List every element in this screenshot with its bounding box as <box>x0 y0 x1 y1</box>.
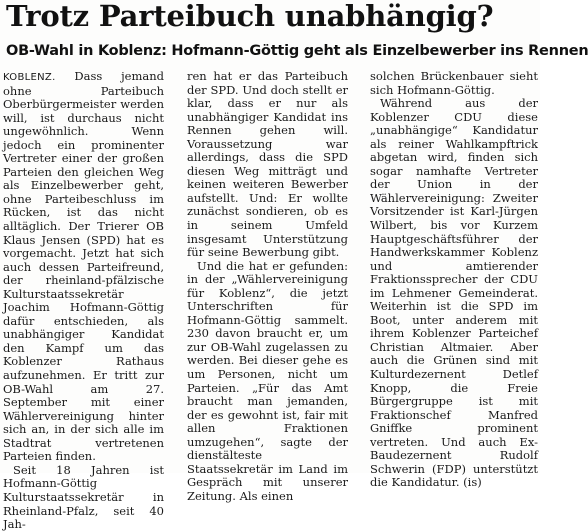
article-subheadline: OB-Wahl in Koblenz: Hofmann-Göttig geht als Einzelbewerber ins Rennen <box>6 43 588 59</box>
article-headline: Trotz Parteibuch unabhängig? <box>6 0 494 33</box>
article-paragraph <box>3 70 164 464</box>
article-paragraph: Während aus der Koblenzer CDU diese „unabhängige“ Kandidatur als reiner Wahlkampftrick abgetan wird, finden sich sogar namhafte Vertreter der Union in der Wählervereinigung: Zweiter Vorsitzender ist Karl-Jürgen Wilbert, bis vor Kurzem Hauptgeschäftsführer der Handwerkskammer Koblenz und amtierender Fraktionssprecher der CDU im Lehmener Gemeinderat. Weiterhin ist die SPD im Boot, unter anderem mit ihrem Koblenzer Parteichef Christian Altmaier. Aber auch die Grünen sind mit Kulturdezernent Detlef Knopp, die Freie Bürgergruppe ist mit Fraktionschef Manfred Gniffke prominent vertreten. Und auch Ex-Baudezernent Rudolf Schwerin (FDP) unterstützt die Kandidatur. (is) <box>370 96 538 490</box>
paragraph-text: Dass jemand ohne Parteibuch Oberbürgermeister werden will, ist durchaus nicht ungewöhnlich. Wenn jedoch ein prominenter Vertreter einer der großen Parteien den gleichen Weg als Einzelbewerber geht, ohne Parteibeschluss im Rücken, ist das nicht alltäglich. Der Trierer OB Klaus Jensen (SPD) hat es vorgemacht. Jetzt hat sich auch dessen Parteifreund, der rheinland-pfälzische Kulturstaatssekretär Joachim Hofmann-Göttig dafür entschieden, als unabhängiger Kandidat den Kampf um das Koblenzer Rathaus aufzunehmen. Er tritt zur OB-Wahl am 27. September mit einer Wählervereinigung hinter sich an, in der sich alle im Stadtrat vertretenen Parteien finden. <box>3 69 165 464</box>
article-paragraph: Und die hat er gefunden: in der „Wählervereinigung für Koblenz“, die jetzt Unterschriften für Hofmann-Göttig sammelt. 230 davon braucht er, um zur OB-Wahl zugelassen zu werden. Bei dieser gehe es um Personen, nicht um Parteien. „Für das Amt braucht man jemanden, der es gewohnt ist, fair mit allen Fraktionen umzugehen“, sagte der dienstälteste Staatssekretär im Land im Gespräch mit unserer Zeitung. Als einen <box>187 258 348 503</box>
article-paragraph: solchen Brückenbauer sieht sich Hofmann-Göttig. <box>370 69 538 97</box>
article-paragraph: ren hat er das Parteibuch der SPD. Und doch stellt er klar, dass er nur als unabhängiger Kandidat ins Rennen gehen will. Voraussetzung war allerdings, dass die SPD diesen Weg mitträgt und keinen weiteren Bewerber aufstellt. Und: Er wollte zunächst sondieren, ob es in seinem Umfeld insgesamt Unterstützung für seine Bewerbung gibt. <box>187 69 348 260</box>
dateline: KOBLENZ. <box>3 72 56 83</box>
article-body <box>0 69 540 532</box>
article-column-1 <box>3 69 165 532</box>
article-column-3 <box>370 69 538 490</box>
article-paragraph: Seit 18 Jahren ist Hofmann-Göttig Kulturstaatssekretär in Rheinland-Pfalz, seit 40 Jah- <box>3 462 164 532</box>
article-column-2 <box>187 69 348 503</box>
